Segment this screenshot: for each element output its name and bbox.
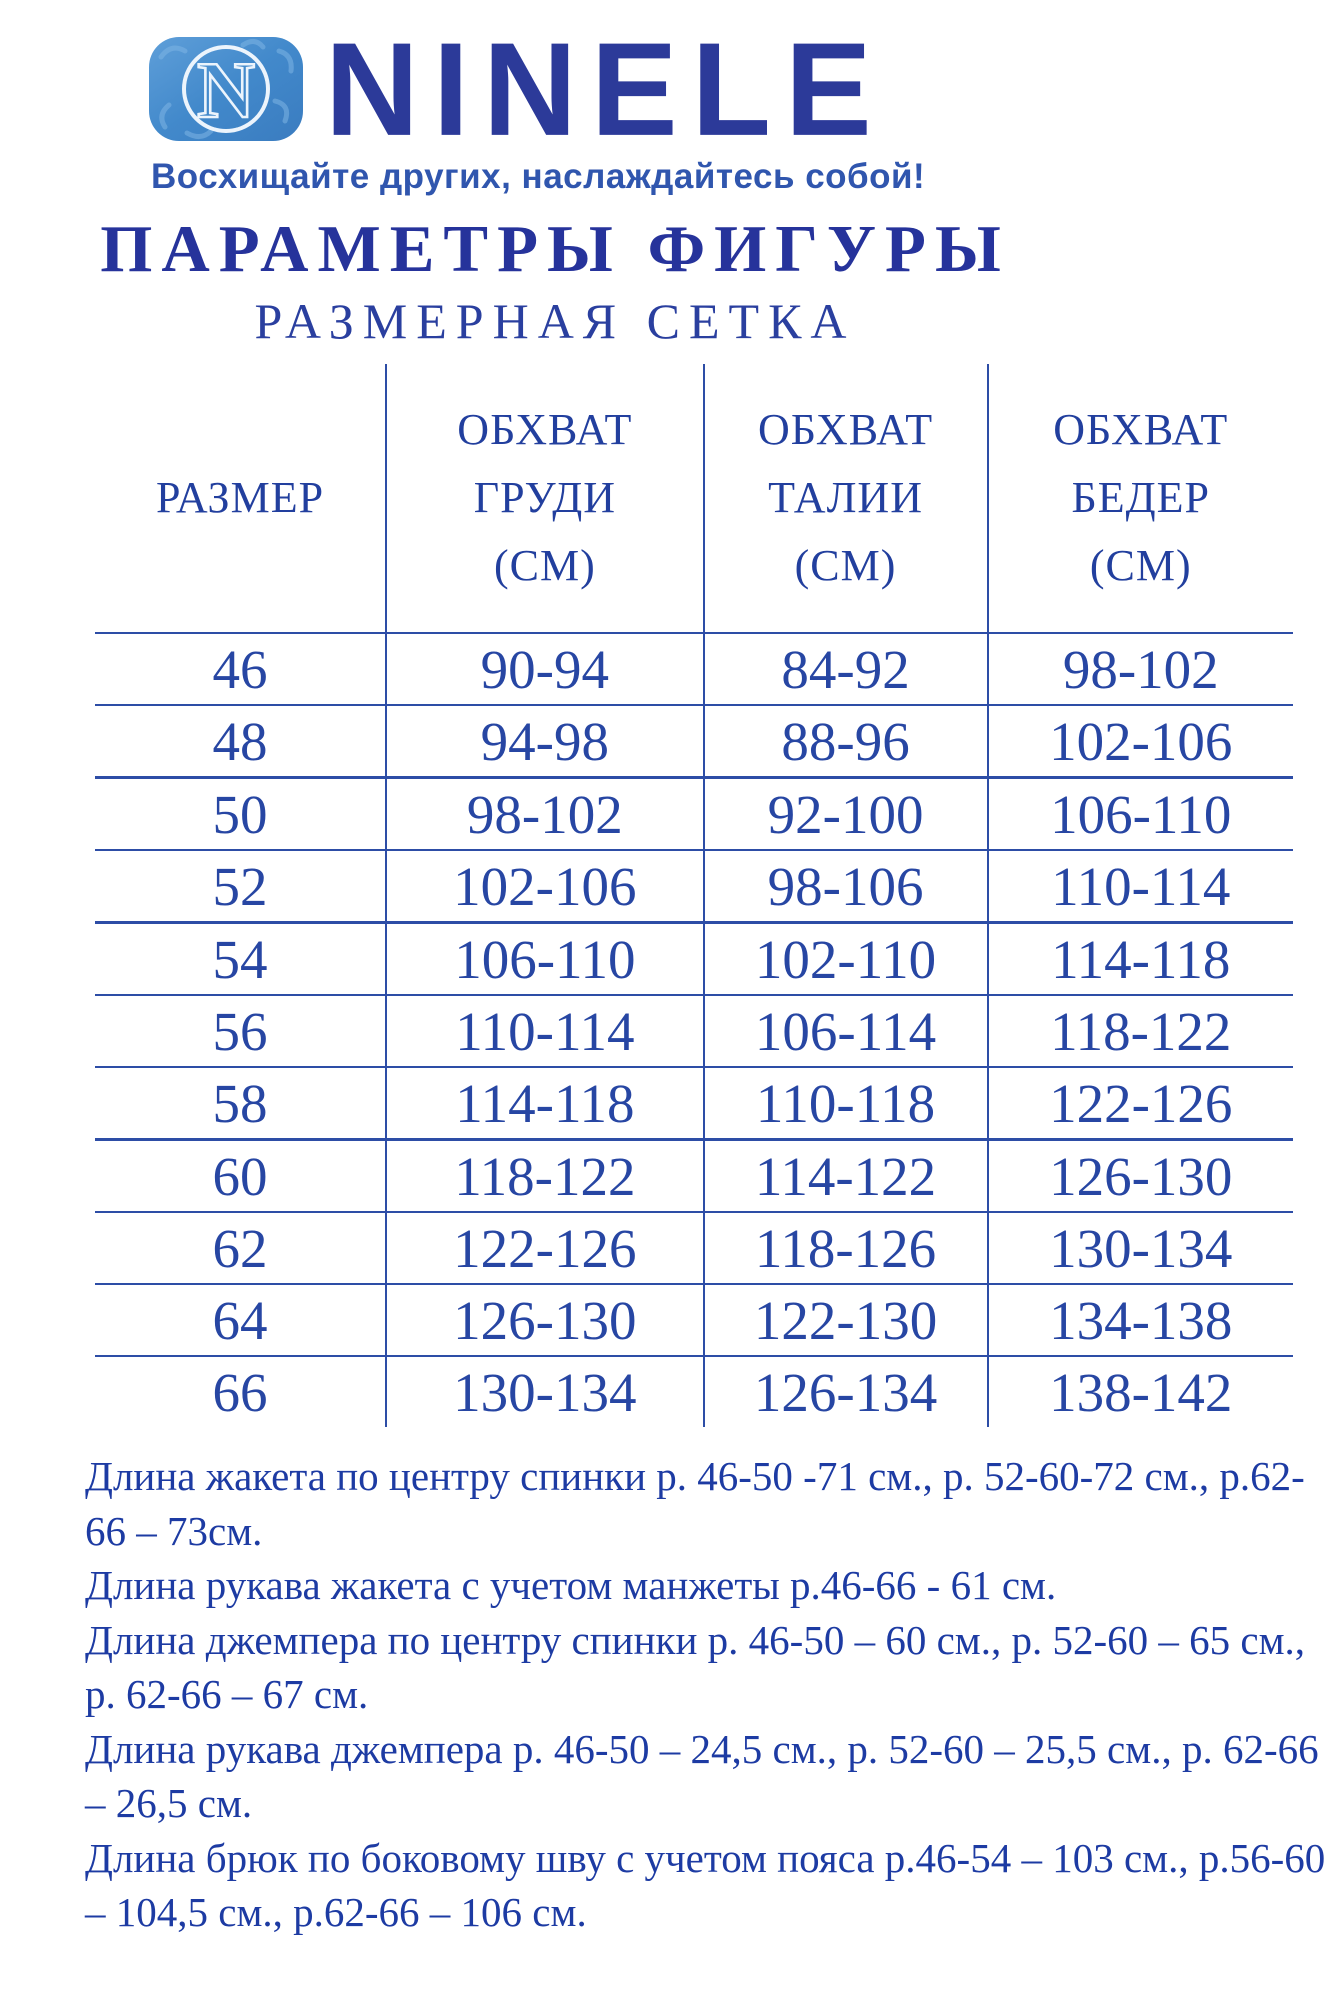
cell-size: 66	[212, 1361, 268, 1423]
cell-bust: 110-114	[386, 995, 703, 1067]
note-jacket-length: Длина жакета по центру спинки р. 46-50 -71 см., р. 52-60-72 см., р.62-66 – 73см.	[85, 1453, 1305, 1554]
cell-bust: 126-130	[386, 1284, 703, 1356]
table-row	[95, 1356, 1293, 1427]
measurement-notes	[85, 1449, 1330, 1940]
cell-waist: 88-96	[704, 705, 988, 778]
cell-bust: 98-102	[386, 778, 703, 851]
col-header-size-label: РАЗМЕР	[156, 472, 325, 522]
cell-size: 50	[95, 778, 386, 851]
cell-size: 48	[95, 705, 386, 778]
table-row	[95, 705, 1293, 778]
col-header-bust-line3: (СМ)	[493, 541, 596, 591]
cell-hips: 122-126	[988, 1067, 1294, 1140]
cell-waist: 114-122	[704, 1140, 988, 1213]
cell-bust: 114-118	[386, 1067, 703, 1140]
size-table	[95, 364, 1293, 1427]
table-row	[95, 923, 1293, 996]
cell-hips: 114-118	[988, 923, 1294, 996]
cell-bust: 94-98	[386, 705, 703, 778]
cell-hips: 134-138	[988, 1284, 1294, 1356]
cell-hips: 138-142	[988, 1356, 1294, 1427]
brand-name: NINELE	[325, 14, 886, 164]
cell-bust: 90-94	[386, 633, 703, 705]
col-header-waist	[704, 364, 988, 633]
note-jumper-length: Длина джемпера по центру спинки р. 46-50 – 60 см., р. 52-60 – 65 см., р. 62-66 – 67 см.	[85, 1616, 1306, 1718]
col-header-hips-line2: БЕДЕР	[1071, 472, 1210, 522]
cell-waist: 110-118	[704, 1067, 988, 1140]
col-header-waist-line3: (СМ)	[794, 541, 897, 591]
table-row	[95, 1140, 1293, 1213]
col-header-waist-line2: ТАЛИИ	[768, 472, 923, 522]
size-table-body	[95, 633, 1293, 1427]
note-jacket-sleeve: Длина рукава жакета с учетом манжеты р.46-66 - 61 см.	[85, 1562, 1057, 1609]
cell-waist: 126-134	[704, 1356, 988, 1427]
col-header-waist-line1: ОБХВАТ	[757, 404, 934, 454]
cell-hips: 126-130	[988, 1140, 1294, 1213]
cell-size: 54	[95, 923, 386, 996]
cell-bust: 106-110	[386, 923, 703, 996]
svg-text:N: N	[197, 47, 255, 135]
col-header-hips-line3: (СМ)	[1089, 541, 1192, 591]
note-trousers-length: Длина брюк по боковому шву с учетом пояса р.46-54 – 103 см., р.56-60 – 104,5 см., р.62-66 – 106 см.	[85, 1834, 1326, 1936]
cell-hips: 130-134	[988, 1212, 1294, 1284]
cell-size: 46	[95, 633, 386, 705]
cell-bust: 118-122	[386, 1140, 703, 1213]
cell-size: 64	[95, 1284, 386, 1356]
col-header-bust-line1: ОБХВАТ	[457, 404, 633, 454]
cell-waist: 84-92	[704, 633, 988, 705]
cell-size: 52	[95, 850, 386, 923]
page-subtitle: РАЗМЕРНАЯ СЕТКА	[254, 293, 856, 349]
brand-logo-icon	[147, 35, 305, 143]
col-header-size	[95, 364, 386, 633]
table-row	[95, 1067, 1293, 1140]
header-row	[95, 364, 1293, 633]
table-row	[95, 995, 1293, 1067]
col-header-bust	[386, 364, 703, 633]
cell-waist: 118-126	[704, 1212, 988, 1284]
col-header-hips-line1: ОБХВАТ	[1053, 404, 1229, 454]
brand-tagline: Восхищайте другиx, наслаждайтесь собой!	[151, 157, 926, 196]
cell-hips: 118-122	[988, 995, 1294, 1067]
cell-size: 58	[95, 1067, 386, 1140]
col-header-bust-line2: ГРУДИ	[473, 472, 616, 522]
cell-waist: 98-106	[704, 850, 988, 923]
cell-size: 62	[95, 1212, 386, 1284]
table-row	[95, 1212, 1293, 1284]
cell-bust: 102-106	[386, 850, 703, 923]
brand-row	[147, 14, 1025, 164]
cell-size: 60	[95, 1140, 386, 1213]
note-jumper-sleeve: Длина рукава джемпера р. 46-50 – 24,5 см., р. 52-60 – 25,5 см., р. 62-66 – 26,5 см.	[85, 1725, 1319, 1827]
cell-bust: 130-134	[386, 1356, 703, 1427]
cell-hips: 98-102	[988, 633, 1294, 705]
cell-bust: 122-126	[386, 1212, 703, 1284]
table-row	[95, 633, 1293, 705]
cell-hips: 102-106	[988, 705, 1294, 778]
cell-waist: 102-110	[704, 923, 988, 996]
cell-hips: 106-110	[988, 778, 1294, 851]
cell-hips: 110-114	[988, 850, 1294, 923]
table-row	[95, 1284, 1293, 1356]
header-block	[85, 0, 1025, 350]
table-row	[95, 850, 1293, 923]
col-header-hips	[988, 364, 1294, 633]
cell-waist: 106-114	[704, 995, 988, 1067]
cell-waist: 92-100	[704, 778, 988, 851]
page-title: ПАРАМЕТРЫ ФИГУРЫ	[100, 212, 1010, 286]
size-table-header	[95, 364, 1293, 633]
cell-waist: 122-130	[704, 1284, 988, 1356]
table-row	[95, 778, 1293, 851]
cell-size: 56	[95, 995, 386, 1067]
